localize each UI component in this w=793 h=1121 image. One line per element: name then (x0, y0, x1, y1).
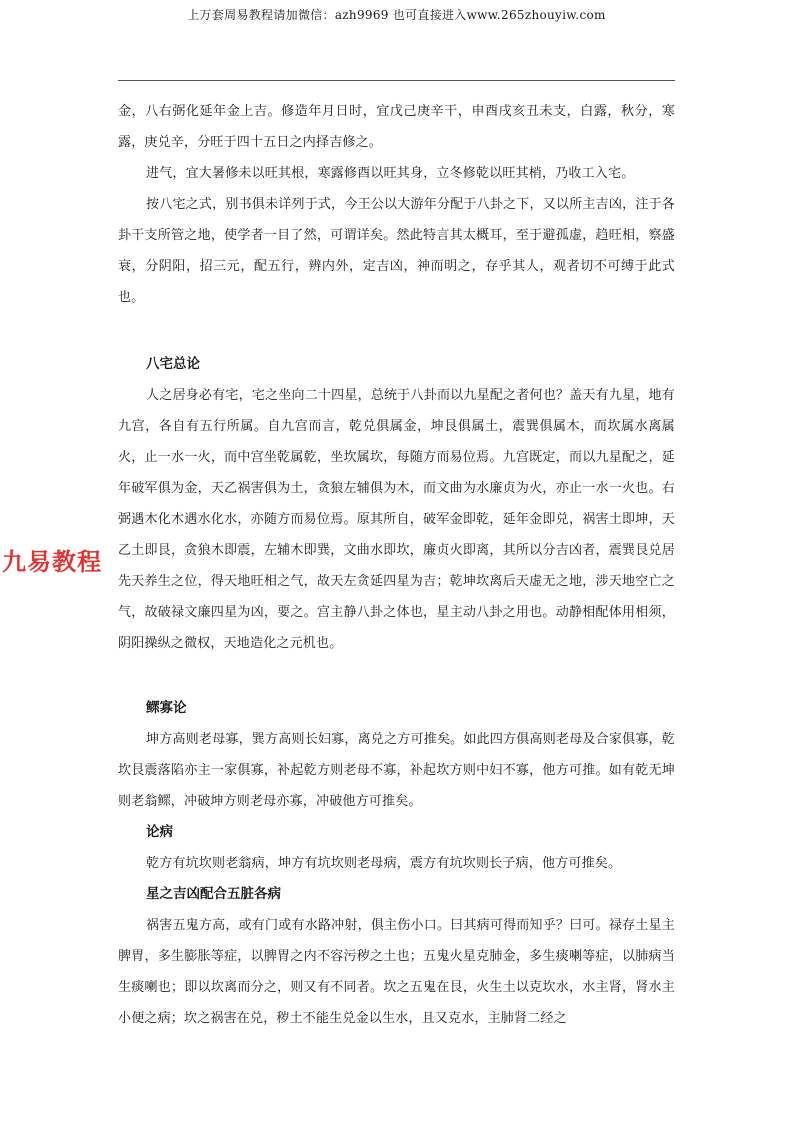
paragraph-continuation: 金，八右弼化延年金上吉。修造年月日时，宜戊己庚辛干，申酉戌亥丑未支，白露，秋分，寒露，庚兑辛，分旺于四十五日之内择吉修之。 (118, 104, 675, 150)
page-header: 上万套周易教程请加微信：azh9969 也可直接进入www.265zhouyiw.com (187, 8, 606, 22)
spacer (118, 313, 675, 349)
section-heading-bazhai: 八宅总论 (146, 356, 200, 372)
paragraph: 祸害五鬼方高，或有门或有水路冲射，俱主伤小口。曰其病可得而知乎？曰可。禄存土星主脾胃，多生膨胀等症，以脾胃之内不容污秽之土也；五鬼火星克肺金，多生痰喇等症，以肺病当生痰喇也；即以坎离而分之，则又有不同者。坎之五鬼在艮，火生土以克坎水，水主肾，肾水主小便之病；坎之祸害在兑，秽土不能生兑金以生水，且又克水，主肺肾二经之 (118, 918, 675, 1026)
watermark-logo: 九易教程 (2, 548, 102, 576)
paragraph: 人之居身必有宅，宅之坐向二十四星，总统于八卦而以九星配之者何也？盖天有九星，地有九宫，各自有五行所属。自九宫而言，乾兑俱属金，坤艮俱属土，震巽俱属木，而坎属水离属火，止一水一火，而中宫坐乾属乾，坐坎属坎，每随方而易位焉。九宫既定，而以九星配之，延年破军俱为金，天乙祸害俱为土，贪狼左辅俱为木，而文曲为水廉贞为火，亦止一水一火也。右弼遇木化木遇水化水，亦随方而易位焉。原其所自，破军金即乾，延年金即兑，祸害土即坤，天乙土即艮，贪狼木即震，左辅木即巽，文曲水即坎，廉贞火即离，其所以分吉凶者，震巽艮兑居先天养生之位，得天地旺相之气，故天左贪延四星为吉；乾坤坎离后天虚无之地，涉天地空亡之气，故破禄文廉四星为凶，要之。宫主静八卦之体也，星主动八卦之用也。动静相配体用相须，阴阳操纵之微权，天地造化之元机也。 (118, 388, 675, 651)
section-heading-xingjixiong: 星之吉凶配合五脏各病 (146, 886, 281, 902)
header-divider (118, 80, 675, 81)
paragraph: 按八宅之式，别书俱未详列于式，今王公以大游年分配于八卦之下，又以所主吉凶，注于各卦干支所管之地，使学者一目了然，可谓详矣。然此特言其太概耳，至于避孤虚，趋旺相，察盛衰，分阴阳，招三元，配五行，辨内外，定吉凶，神而明之，存乎其人，观者切不可缚于此式也。 (118, 197, 675, 305)
paragraph: 乾方有坑坎则老翁病，坤方有坑坎则老母病，震方有坑坎则长子病，他方可推矣。 (146, 856, 622, 871)
paragraph: 进气，宜大暑修未以旺其根，寒露修酉以旺其身，立冬修乾以旺其梢，乃收工入宅。 (146, 166, 635, 181)
document-body (118, 96, 675, 1034)
section-heading-guanggua: 鳏寡论 (146, 700, 187, 716)
spacer (118, 659, 675, 693)
section-heading-lunbing: 论病 (146, 824, 173, 840)
paragraph: 坤方高则老母寡，巽方高则长妇寡，离兑之方可推矣。如此四方俱高则老母及合家俱寡，乾坎艮震落陷亦主一家俱寡，补起乾方则老母不寡，补起坎方则中妇不寡，他方可推。如有乾无坤则老翁鳏，冲破坤方则老母亦寡，冲破他方可推矣。 (118, 732, 675, 809)
